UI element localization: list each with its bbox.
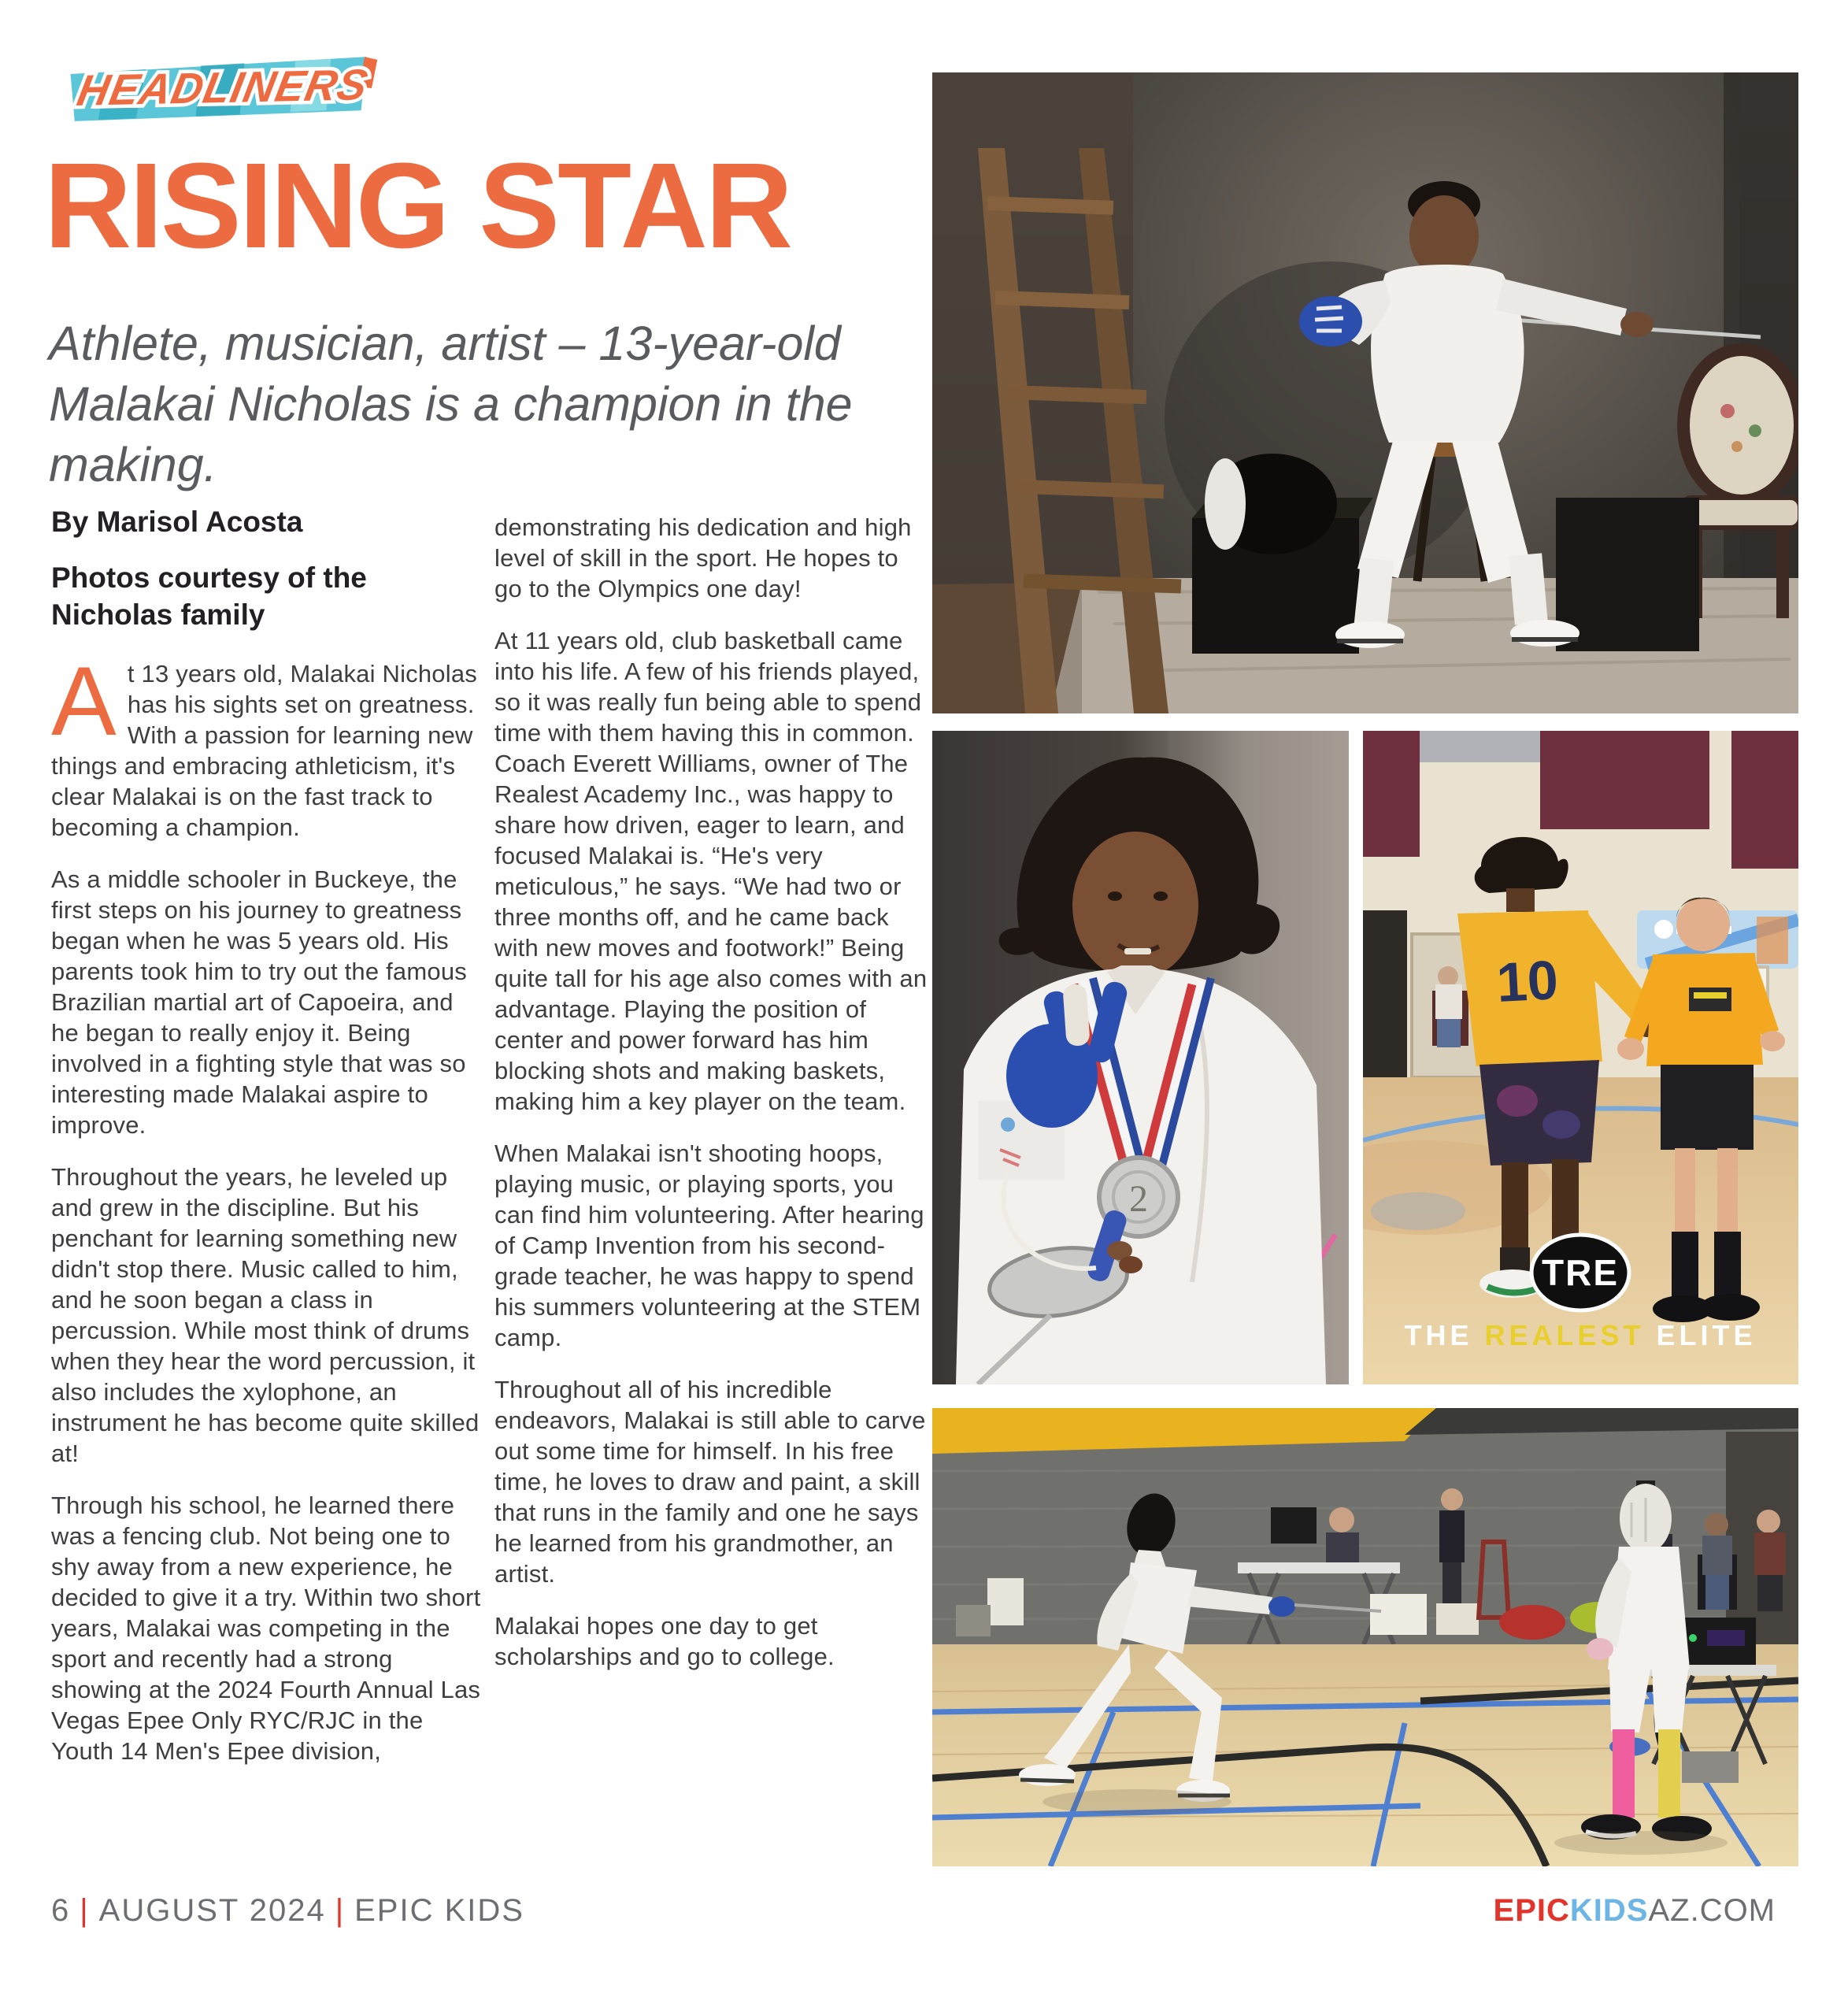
equipment-case-right (1556, 498, 1699, 651)
shorts (1480, 1060, 1599, 1166)
jersey-number: 10 (1494, 949, 1560, 1014)
yellow-sock (1658, 1729, 1680, 1818)
photo-fencing-bout (932, 1408, 1798, 1866)
team-caption: THE REALEST ELITE (1404, 1319, 1757, 1351)
paragraph-text: t 13 years old, Malakai Nicholas has his sights set on greatness. With a passion for learning new things and embracing athleticism, it's clear Malakai is on the fast track to becoming a champion. (51, 660, 477, 841)
photo-credit: Photos courtesy of the Nicholas family (51, 561, 367, 631)
site-domain: AZ.COM (1648, 1893, 1776, 1928)
tre-logo (1531, 1235, 1629, 1310)
black-shorts (1661, 1065, 1754, 1150)
basketball-art (1363, 731, 1798, 1384)
face (1072, 832, 1198, 980)
footer-separator: | (80, 1893, 90, 1928)
blue-glove (1299, 296, 1362, 346)
taped-finger (1062, 984, 1090, 1047)
footer-left (51, 1893, 524, 1929)
footer-website (1494, 1893, 1776, 1929)
medal-number: 2 (1129, 1178, 1148, 1220)
paragraph: Throughout the years, he leveled up and grew in the discipline. But his penchant for learning something new didn't stop there. Music called to him, and he soon began a class in percussion. While most think of drums when they hear the word percussion, it also includes the xylophone, an instrument he has become quite skilled at! (51, 1163, 480, 1467)
article-column-left (51, 506, 483, 1788)
footer-separator: | (335, 1893, 346, 1928)
fencing-portrait-art (932, 72, 1798, 713)
paragraph-intro (51, 647, 483, 843)
drop-cap: A (51, 647, 117, 756)
byline: By Marisol Acosta (51, 506, 303, 538)
site-epic: EPIC (1493, 1893, 1570, 1928)
fencing-mask (1205, 454, 1337, 554)
pink-hand (1587, 1638, 1613, 1660)
pink-sock (1613, 1729, 1635, 1818)
photo-basketball-game (1363, 731, 1798, 1384)
magazine-name: EPIC KIDS (354, 1893, 524, 1928)
article-column-right (494, 512, 931, 1693)
headliners-banner-art (59, 49, 383, 133)
paragraph: Malakai hopes one day to get scholarships and go to college. (494, 1612, 835, 1670)
article-headline: RISING STAR (44, 138, 791, 273)
blue-glove (1268, 1596, 1295, 1617)
doorway (1363, 910, 1407, 1077)
paragraph: demonstrating his dedication and high level of skill in the sport. He hopes to go to the Olympics one day! (494, 513, 912, 602)
fencing-bout-art (932, 1408, 1798, 1866)
headliners-banner-label: HEADLINERS (73, 60, 372, 115)
photo-fencing-portrait (932, 72, 1798, 713)
medal-fencer-art (932, 731, 1349, 1384)
paragraph: As a middle schooler in Buckeye, the first steps on his journey to greatness began when he was 5 years old. His parents took him to try out the famous Brazilian martial art of Capoeira, and he began to really enjoy it. Being involved in a fighting style that was so interesting made Malakai aspire to improve. (51, 865, 467, 1139)
paragraph: When Malakai isn't shooting hoops, playing music, or playing sports, you can find him volunteering. After hearing of Camp Invention from his second-grade teacher, he was happy to spend his summers volunteering at the STEM camp. (494, 1140, 924, 1351)
page-number: 6 (51, 1893, 71, 1928)
article-subtitle: Athlete, musician, artist – 13-year-old Malakai Nicholas is a champion in the making. (49, 317, 853, 491)
headliners-banner (59, 49, 383, 133)
issue-date: AUGUST 2024 (98, 1893, 326, 1928)
paragraph: At 11 years old, club basketball came into his life. A few of his friends played, so it was really fun being able to spend time with them having this in common. Coach Everett Williams, owner of The Realest Academy Inc., was happy to share how driven, eager to learn, and focused Malakai is. “He's very meticulous,” he says. “We had two or three months off, and he came back with new moves and footwork!” Being quite tall for his age also comes with an advantage. Playing the position of center and power forward has him blocking shots and making baskets, making him a key player on the team. (494, 627, 928, 1115)
tre-logo-label: TRE (1542, 1252, 1619, 1293)
paragraph: Through his school, he learned there was a fencing club. Not being one to shy away from a new experience, he decided to give it a try. Within two short years, Malakai was competing in the sport and recently had a strong showing at the 2024 Fourth Annual Las Vegas Epee Only RYC/RJC in the Youth 14 Men's Epee division, (51, 1492, 481, 1765)
photo-medal-fencer (932, 731, 1349, 1384)
site-kids: KIDS (1569, 1893, 1649, 1928)
paragraph: Throughout all of his incredible endeavors, Malakai is still able to carve out some time for himself. In his free time, he loves to draw and paint, a skill that runs in the family and one he says he learned from his grandmother, an artist. (494, 1376, 926, 1588)
